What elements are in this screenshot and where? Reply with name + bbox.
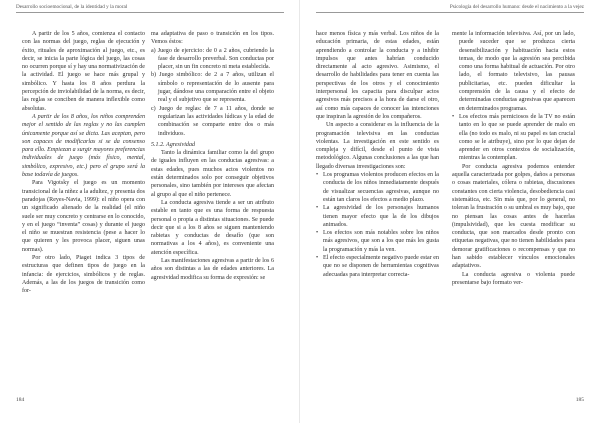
left-column-2	[151, 30, 274, 282]
bullet-item	[316, 204, 439, 229]
page-number-right: 185	[575, 397, 584, 403]
running-header-right: Psicología del desarrollo humano: desde el nacimiento a la vejez	[449, 4, 584, 10]
right-column-1	[316, 30, 439, 279]
bullet-icon: •	[316, 230, 319, 237]
paragraph: Para Vigotsky el juego es un momento transicional de la niñez a la adultez, y presenta dos paradojas (Reyes-Navia, 1999): el niño opera con un significado alienado de la realidad (el niño suele ser muy concreto y centrarse en lo conocido, y en el juego “inventa” cosas) y durante el juego el niño se muestran resistencia (pese a hacer lo que quieren y les provoca placer, siguen unas normas).	[22, 180, 145, 253]
paragraph: Por conducta agresiva podemos entender aquella caracterizada por golpes, daños a personas o cosas materiales, cólera o rabietas, discusiones constantes con cierta violencia, desobediencia casi sistemática, etc. Sin más que, por lo general, no toleran la frustración o su umbral es muy bajo, que no piensan las cosas antes de hacerlas (impulsividad), que les cuesta modificar su conducta, que son marcados desde pronto con etiquetas negativas, que no tienen habilidades para demorar gratificaciones o recompensas y que no han sabido establecer vínculos emocionales adaptativos.	[452, 163, 575, 270]
header-rule-left	[16, 12, 284, 13]
paragraph: A partir de los 8 años, los niños comprenden mejor el sentido de las reglas y no las cumplen únicamente porque así se dicta. Las aceptan, pero son capaces de modificarlas si se da consenso para ello. Empiezan a surgir mayores preferencias individuales de juego (más físico, mental, simbólico, expresivo, etc.) pero el grupo será la base todavía de juegos.	[22, 113, 145, 179]
paragraph: Por otro lado, Piaget indica 3 tipos de estructuras que definen tipos de juego en la infancia: de ejercicios, simbólicos y de reglas. Además, a las de los juegos de transición como for-	[22, 255, 145, 295]
paragraph: hace menos física y más verbal. Los niños de la educación primaria, de estas edades, están aprendiendo a controlar la conducta y a inhibir impulsos que antes habrían conducido directamente al acto agresivo. Asimismo, el desarrollo de habilidades para tener en cuenta las perspectivas de los otros y el conocimiento interpersonal les capacita para disculpar actos agresivos más precisos a la hora de darse el otro, así como más capaces de conocer las intenciones que inspiran la agresión de los compañeros.	[316, 31, 439, 120]
bullet-icon: •	[316, 255, 319, 262]
page-number-left: 184	[16, 397, 25, 403]
paragraph: La conducta agresiva o violenta puede presentarse bajo formato ver-	[452, 271, 575, 286]
paragraph: La conducta agresiva tiende a ser un atributo estable en tanto que es una forma de respuesta personal o propia a distintas situaciones. Se puede decir que si a los 8 años se siguen manteniendo rabietas y conductas de desafío (que son normativas a los 4 años), es conveniente una atención específica.	[151, 199, 274, 256]
bullet-text: Los efectos más perniciosos de la TV no están tanto en lo que se puede aprender de malo en ella (no todo es malo, ni su papel es tan crucial como se le atribuye), sino por lo que dejan de aprender en otros contextos de socialización, mientras la contemplan.	[459, 113, 575, 162]
bullet-text: Los programas violentos producen efectos en la conducta de los niños inmediatamente después de visualizar secuencias agresivas, aunque no están tan claros los efectos a medio plazo.	[323, 172, 439, 203]
bullet-item	[452, 113, 575, 163]
section-heading: 5.1.2. Agresividad	[151, 141, 196, 148]
bullet-text: El efecto especialmente negativo puede estar en que no se disponen de herramientas cognitivas adecuadas para interpretar correcta-	[323, 255, 439, 278]
paragraph: Las manifestaciones agresivas a partir de los 6 años son distintas a las de edades anteriores. La agresividad modifica su forma de expresión: se	[151, 258, 274, 281]
paragraph: ma adaptativa de paso o transición en los tipos. Vemos éstos:	[151, 31, 274, 46]
running-header-left: Desarrollo socioemocional, de la identidad y la moral	[16, 4, 128, 10]
paragraph: c) Juego de reglas: de 7 a 11 años, donde se regularizan las actividades lúdicas y la edad de combinación se comparte entre dos o más individuos.	[151, 105, 274, 137]
bullet-icon: •	[316, 205, 319, 212]
paragraph: a) Juego de ejercicio: de 0 a 2 años, cubriendo la fase de desarrollo preverbal. Son conductas por placer, sin un fin concreto ni meta establecida.	[151, 47, 274, 71]
left-column-1	[22, 30, 145, 296]
bullet-icon: •	[316, 172, 319, 179]
bullet-icon: •	[452, 113, 455, 120]
right-column-2	[452, 30, 575, 287]
bullet-text: La agresividad de los personajes humanos tienen mayor efecto que la de los dibujos animados.	[323, 205, 439, 228]
bullet-item	[316, 171, 439, 204]
paragraph: b) Juego simbólico: de 2 a 7 años, utilizan el símbolo o representación de lo ausente para jugar, dándose una comparación entre el objeto real y el subjetivo que se representa.	[151, 72, 274, 104]
paragraph: Un aspecto a considerar es la influencia de la programación televisiva en las conductas violentas. La investigación en este sentido es compleja y difícil, desde el punto de vista metodológico. Algunas conclusiones a las que han llegado diversas investigaciones son:	[316, 122, 439, 170]
paragraph: Tanto la dinámica familiar como la del grupo de iguales influyen en las conductas agresivas: a estas edades, pues muchos actos violentos no están determinados solo por conseguir objetivos personales, sino también por intereses que afectan al grupo al que el niño pertenece.	[151, 150, 274, 198]
bullet-text: Los efectos son más notables sobre los niños más agresivos, que son a los que más les gusta la programación y más la ven.	[323, 230, 439, 253]
bullet-item	[316, 229, 439, 254]
right-page	[300, 0, 600, 423]
paragraph: mente la información televisiva. Así, por un lado, puede suceder que se produzca cierta desensibilización y habituación hacia estos temas, de modo que la agresión sea percibida como una forma habitual de actuación. Por otro lado, el formato televisivo, las pausas publicitarias, etc. pueden dificultar la comprensión de la causa y el efecto de determinadas conductas agresivas que aparecen en determinados programas.	[452, 31, 575, 112]
bullet-item	[316, 254, 439, 279]
paragraph: A partir de los 5 años, comienza el contacto con las normas del juego, reglas de ejecución y éxito, rituales de aproximación al juego, etc., es decir, se inicia la parte lógica del juego, las cosas no ocurren porque sí y hay una normativización de la actividad. El juego se hace más grupal y simbólico. Y hasta los 8 años perdura la percepción de inviolabilidad de la norma, es decir, las reglas se conciben de manera inflexible como absolutas.	[22, 31, 145, 112]
header-rule-right	[316, 12, 584, 13]
